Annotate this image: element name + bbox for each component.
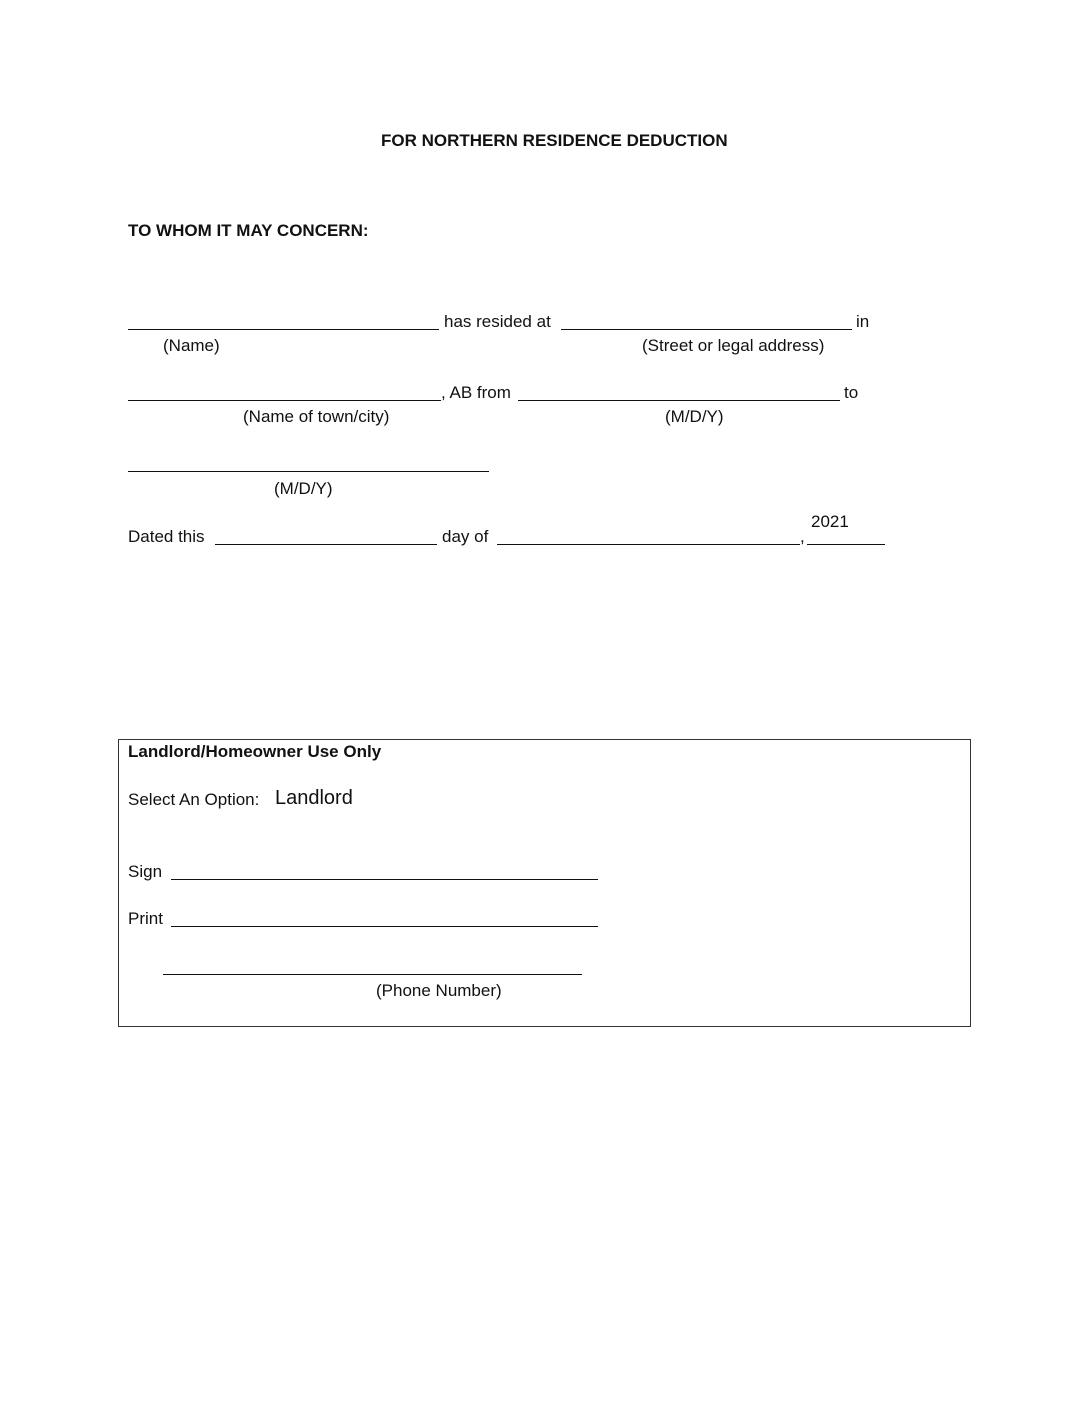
to-date-caption: (M/D/Y) xyxy=(274,479,333,498)
address-field[interactable] xyxy=(561,329,852,330)
sign-field[interactable] xyxy=(171,879,598,880)
to-date-field[interactable] xyxy=(128,471,489,472)
to-text: to xyxy=(844,383,859,402)
ab-from-text: , AB from xyxy=(441,383,511,402)
print-field[interactable] xyxy=(171,926,598,927)
page-title: FOR NORTHERN RESIDENCE DEDUCTION xyxy=(381,131,728,150)
address-caption: (Street or legal address) xyxy=(642,336,825,355)
day-field[interactable] xyxy=(215,544,437,545)
town-field[interactable] xyxy=(128,400,441,401)
from-date-caption: (M/D/Y) xyxy=(665,407,724,426)
comma-text: , xyxy=(800,527,805,546)
salutation: TO WHOM IT MAY CONCERN: xyxy=(128,221,369,240)
has-resided-at-text: has resided at xyxy=(444,312,551,331)
landlord-heading: Landlord/Homeowner Use Only xyxy=(128,742,382,761)
name-field[interactable] xyxy=(128,329,439,330)
landlord-section xyxy=(118,739,971,1027)
year-field-value[interactable]: 2021 xyxy=(811,512,849,531)
from-date-field[interactable] xyxy=(518,400,840,401)
in-text: in xyxy=(856,312,870,331)
phone-field[interactable] xyxy=(163,974,582,975)
year-field-line[interactable] xyxy=(807,544,885,545)
select-option-label: Select An Option: xyxy=(128,790,260,809)
name-caption: (Name) xyxy=(163,336,220,355)
sign-label: Sign xyxy=(128,862,163,881)
day-of-text: day of xyxy=(442,527,489,546)
select-option-value[interactable]: Landlord xyxy=(275,787,353,809)
town-caption: (Name of town/city) xyxy=(243,407,390,426)
phone-caption: (Phone Number) xyxy=(376,981,502,1000)
dated-this-text: Dated this xyxy=(128,527,205,546)
print-label: Print xyxy=(128,909,163,928)
month-field[interactable] xyxy=(497,544,800,545)
